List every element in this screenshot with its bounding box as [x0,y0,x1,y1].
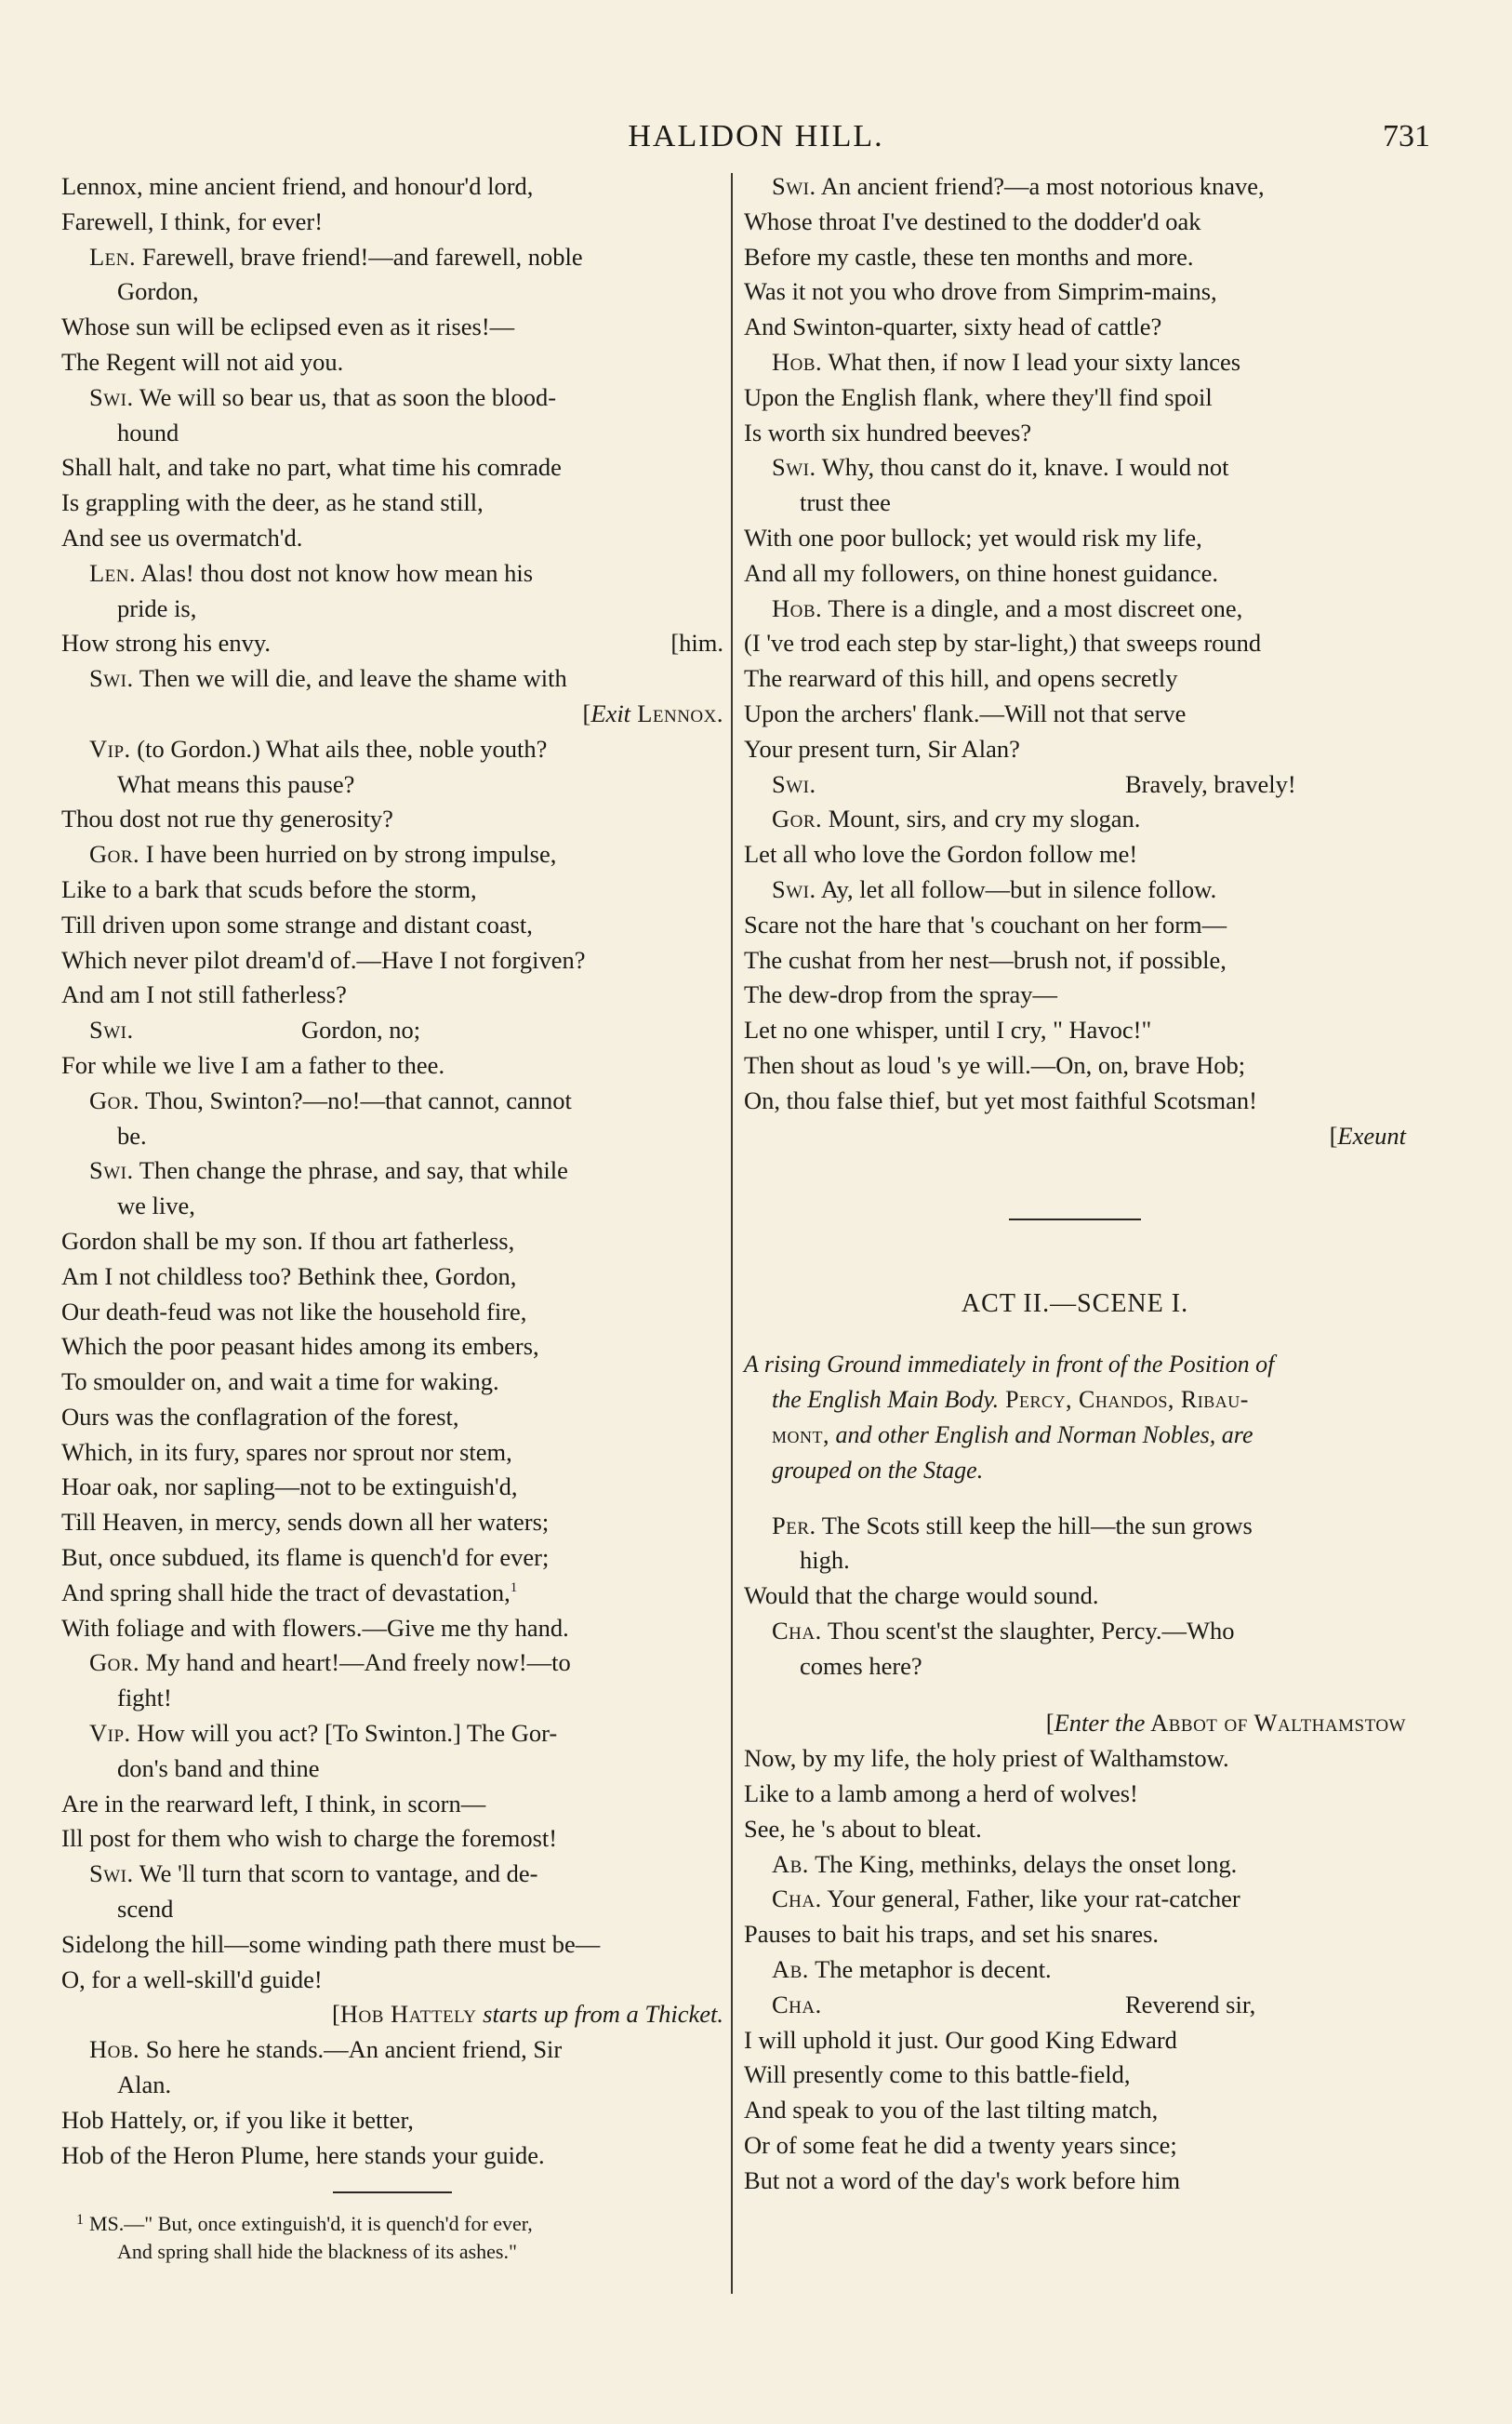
speaker-name: Gor. [89,1085,140,1114]
left-line [61,1892,723,1927]
character-name: Hob Hattely [339,2000,477,2029]
right-line [744,416,1406,451]
speaker-name: Gor. [89,1648,140,1677]
right2-line [744,2023,1406,2058]
verse-text: Is worth six hundred beeves? [744,418,1032,446]
verse-text: Like to a lamb among a herd of wolves! [744,1779,1138,1808]
left-line [61,802,723,837]
verse-text: I have been hurried on by strong impulse, [139,840,557,869]
left-line [61,1084,723,1119]
verse-text: And spring shall hide the tract of devastation, [61,1578,511,1606]
speaker-name: Ab. [772,1955,809,1984]
verse-text: My hand and heart!—And freely now!—to [139,1648,571,1677]
left-line [61,626,723,661]
left-line [61,1505,723,1540]
stage-direction-italic: the English Main Body. [772,1386,1000,1414]
verse-text: Is grappling with the deer, as he stand still, [61,488,484,517]
verse-text: fight! [117,1684,172,1712]
left-line [61,205,723,240]
speaker-name: Swi. [89,382,134,411]
footnote-line-1: MS.—" But, once extinguish'd, it is quench'd for ever, [89,2212,533,2236]
speaker-name: Cha. [772,1885,822,1913]
right-line [744,1119,1406,1154]
right-line [744,274,1406,310]
speaker-name: Swi. [89,664,134,693]
verse-text: Or of some feat he did a twenty years since; [744,2131,1177,2160]
verse-text: Now, by my life, the holy priest of Walthamstow. [744,1744,1229,1773]
verse-text: Let no one whisper, until I cry, " Havoc!" [744,1016,1152,1045]
speaker-name: Swi. [89,1016,134,1045]
verse-text: With one poor bullock; yet would risk my life, [744,523,1202,552]
left-line [61,1119,723,1154]
speaker-name: Swi. [772,172,816,200]
right-line [744,697,1406,732]
verse-text: And see us overmatch'd. [61,523,303,552]
verse-text: Will presently come to this battle-field, [744,2060,1131,2089]
verse-text: Farewell, I think, for ever! [61,206,324,235]
left-line [61,2068,723,2103]
verse-text: Alas! thou dost not know how mean his [136,558,534,587]
scene-direction-line [744,1418,1406,1453]
verse-text: And Swinton-quarter, sixty head of cattle? [744,313,1162,341]
left-line [61,2032,723,2068]
right2-line [744,1812,1406,1847]
verse-text: Then shout as loud 's ye will.—On, on, brave Hob; [744,1050,1246,1079]
verse-text: Hob Hattely, or, if you like it better, [61,2105,414,2134]
verse-text: Lennox, mine ancient friend, and honour'd lord, [61,172,534,200]
left-column-lines [61,169,723,2173]
speaker-name: Hob. [772,347,823,376]
speaker-name: Hob. [772,593,823,622]
right2-line [744,1988,1406,2023]
verse-text: pride is, [117,593,197,622]
verse-text: The rearward of this hill, and opens secretly [744,664,1178,693]
left-line [61,1365,723,1400]
left-line [61,661,723,697]
right-line [744,837,1406,872]
stage-direction-italic: Exit [590,699,631,727]
left-line [61,1857,723,1892]
verse-text: See, he 's about to bleat. [744,1814,982,1843]
speaker-name: Swi. [772,769,816,798]
right2-line [744,1706,1406,1741]
right2-line [744,1952,1406,1988]
verse-text: O, for a well-skill'd guide! [61,1965,323,1993]
running-head [0,119,1512,156]
verse-text: Upon the archers' flank.—Will not that serve [744,699,1187,727]
verse-text: Farewell, brave friend!—and farewell, noble [136,242,583,271]
left-line [61,872,723,908]
verse-text: Gordon, no; [301,1016,421,1045]
right-line [744,943,1406,979]
verse-text: Gordon shall be my son. If thou art fatherless, [61,1226,515,1255]
speaker-name: Len. [89,558,137,587]
right2-line [744,1847,1406,1883]
right-line [744,908,1406,943]
act-heading: ACT II.—SCENE I. [961,1289,1189,1319]
right-line [744,1084,1406,1119]
left-line [61,978,723,1013]
verse-text: Whose sun will be eclipsed even as it rises!— [61,313,515,341]
verse-text: The Scots still keep the hill—the sun grows [816,1511,1253,1539]
right-line [744,767,1406,803]
speaker-name: Cha. [772,1990,822,2018]
verse-text: Sidelong the hill—some winding path there must be— [61,1929,601,1958]
right2-line [744,1882,1406,1917]
verse-text: hound [117,418,179,446]
left-line [61,521,723,556]
verse-text: Am I not childless too? Bethink thee, Gordon, [61,1261,517,1290]
blank-gap [744,1684,1406,1706]
verse-text: Would that the charge would sound. [744,1581,1099,1610]
verse-text: Ours was the conflagration of the forest, [61,1402,459,1431]
left-line [61,169,723,205]
character-name: mont, [772,1420,829,1448]
left-line [61,1013,723,1048]
right2-line [744,1649,1406,1685]
verse-text: What means this pause? [117,769,355,798]
character-name: Percy, Chandos, Ribau- [999,1386,1249,1414]
left-line [61,1751,723,1787]
right2-line [744,1917,1406,1952]
right2-line [744,1509,1406,1544]
page-title: HALIDON HILL. [628,119,884,153]
right2-line [744,2058,1406,2093]
verse-text: Gordon, [117,277,199,306]
bracket: [ [1329,1121,1338,1150]
left-line [61,1997,723,2032]
right-line [744,802,1406,837]
verse-text: But not a word of the day's work before him [744,2165,1181,2194]
right2-line [744,1614,1406,1649]
right2-line [744,2164,1406,2199]
verse-text: How strong his envy. [61,629,271,658]
left-line [61,837,723,872]
verse-text: Our death-feud was not like the household fire, [61,1297,527,1325]
left-line [61,1435,723,1471]
verse-text: The dew-drop from the spray— [744,980,1058,1009]
right-line [744,240,1406,275]
left-column [61,169,723,2266]
speaker-name: Swi. [772,874,816,903]
left-line [61,1259,723,1295]
stage-direction-italic: grouped on the Stage. [772,1456,984,1484]
verse-text: For while we live I am a father to thee. [61,1050,445,1079]
right2-line [744,1741,1406,1777]
verse-text: scend [117,1895,174,1924]
verse-text: But, once subdued, its flame is quench'd for ever; [61,1543,550,1572]
verse-text: And am I not still fatherless? [61,980,347,1009]
right-line [744,205,1406,240]
verse-text: How will you act? [To Swinton.] The Gor- [130,1719,558,1748]
verse-text: Why, thou canst do it, knave. I would not [816,453,1229,482]
verse-text: Whose throat I've destined to the dodder'd oak [744,206,1201,235]
right-line [744,380,1406,416]
left-line [61,1400,723,1435]
speaker-name: Swi. [772,453,816,482]
footnote [61,2210,723,2266]
verse-text: Bravely, bravely! [1125,769,1296,798]
verse-text: Thou scent'st the slaughter, Percy.—Who [821,1616,1235,1645]
page-number: 731 [1383,119,1430,153]
verse-text: Like to a bark that scuds before the storm, [61,874,477,903]
speaker-name: Ab. [772,1849,809,1878]
left-line [61,345,723,380]
footnote-ref: 1 [510,1580,518,1596]
left-line [61,416,723,451]
verse-text: Pauses to bait his traps, and set his snares. [744,1920,1160,1949]
verse-text: Before my castle, these ten months and more. [744,242,1194,271]
verse-text: Which never pilot dream'd of.—Have I not forgiven? [61,945,586,974]
left-line [61,450,723,486]
verse-text: don's band and thine [117,1753,320,1782]
verse-text: Hoar oak, nor sapling—not to be extinguish'd, [61,1472,518,1501]
right-line [744,732,1406,767]
verse-text: Mount, sirs, and cry my slogan. [822,805,1141,833]
left-line [61,240,723,275]
left-line [61,1329,723,1365]
left-line [61,1470,723,1505]
left-line [61,908,723,943]
verse-text: Till driven upon some strange and distant coast, [61,910,533,939]
verse-text: The metaphor is decent. [808,1955,1052,1984]
right-line [744,1048,1406,1084]
verse-text: Hob of the Heron Plume, here stands your guide. [61,2140,545,2169]
verse-text: we live, [117,1192,195,1220]
left-line [61,1681,723,1716]
right-line [744,626,1406,661]
right-line [744,486,1406,521]
speaker-name: Swi. [89,1859,134,1888]
verse-text: trust thee [800,488,891,517]
speaker-name: Len. [89,242,137,271]
left-line [61,2103,723,2138]
verse-text: Scare not the hare that 's couchant on her form— [744,910,1227,939]
right-line [744,661,1406,697]
left-line [61,1576,723,1611]
right-line [744,1013,1406,1048]
verse-text: With foliage and with flowers.—Give me thy hand. [61,1613,569,1642]
left-line [61,1821,723,1857]
right-line [744,556,1406,592]
right-line [744,872,1406,908]
bracket: [ [332,2000,340,2029]
scene-direction-line [744,1347,1406,1382]
right-column-lines [744,169,1406,1153]
stage-direction-italic: starts up from a Thicket. [476,2000,723,2029]
bracket: [ [1045,1709,1054,1738]
footnote-marker: 1 [76,2212,84,2229]
character-name: Lennox. [630,699,723,727]
verse-text: An ancient friend?—a most notorious knave, [816,172,1265,200]
verse-text: Till Heaven, in mercy, sends down all her waters; [61,1508,550,1537]
verse-text: The Regent will not aid you. [61,347,344,376]
verse-text: On, thou false thief, but yet most faithful Scotsman! [744,1085,1257,1114]
left-line [61,556,723,592]
left-line [61,1927,723,1963]
verse-text: Your general, Father, like your rat-catcher [821,1885,1240,1913]
stage-direction: [him. [670,629,723,658]
character-name: Abbot of Walthamstow [1145,1709,1406,1738]
verse-text: I will uphold it just. Our good King Edward [744,2025,1177,2054]
speaker-name: Vip. [89,1719,131,1748]
right2-line [744,1578,1406,1614]
speaker-name: Per. [772,1511,816,1539]
left-line [61,1048,723,1084]
left-line [61,1611,723,1646]
verse-text: Let all who love the Gordon follow me! [744,840,1138,869]
verse-text: Reverend sir, [1125,1990,1256,2018]
speaker-name: Swi. [89,1156,134,1185]
right-column [744,169,1406,2199]
stage-direction-italic: Enter the [1054,1709,1146,1738]
verse-text: Are in the rearward left, I think, in scorn— [61,1789,486,1818]
verse-text: There is a dingle, and a most discreet one, [822,593,1243,622]
left-line [61,1153,723,1189]
left-line [61,943,723,979]
right-line [744,450,1406,486]
verse-text: Thou dost not rue thy generosity? [61,805,393,833]
left-line [61,767,723,803]
speaker-name: Gor. [89,840,140,869]
verse-text: be. [117,1121,147,1150]
left-line [61,274,723,310]
scene-direction [744,1347,1406,1487]
speaker-name: Cha. [772,1616,822,1645]
left-line [61,2138,723,2174]
left-line [61,1787,723,1822]
footnote-line-2: And spring shall hide the blackness of its ashes." [117,2240,517,2264]
right2-line [744,2128,1406,2164]
scene-direction-line [744,1382,1406,1418]
verse-text: comes here? [800,1651,922,1680]
verse-text: Thou, Swinton?—no!—that cannot, cannot [139,1085,572,1114]
verse-text: (I 've trod each step by star-light,) that sweeps round [744,629,1262,658]
verse-text: (to Gordon.) What ails thee, noble youth? [130,734,548,763]
right2-line [744,1543,1406,1578]
right2-line [744,1777,1406,1812]
speaker-name: Gor. [772,805,823,833]
verse-text: Your present turn, Sir Alan? [744,734,1020,763]
verse-text: Which, in its fury, spares nor sprout nor stem, [61,1437,512,1466]
verse-text: The cushat from her nest—brush not, if possible, [744,945,1227,974]
left-line [61,1645,723,1681]
right-line [744,345,1406,380]
stage-direction-italic: Exeunt [1337,1121,1406,1150]
left-line [61,1540,723,1576]
verse-text: Alan. [117,2071,172,2099]
right-line [744,169,1406,205]
right-line [744,521,1406,556]
verse-text: To smoulder on, and wait a time for waking. [61,1367,499,1396]
left-line [61,310,723,345]
scene-direction-line [744,1453,1406,1488]
speaker-name: Vip. [89,734,131,763]
verse-text: Was it not you who drove from Simprim-mains, [744,277,1217,306]
left-line [61,592,723,627]
column-divider [731,173,733,2294]
verse-text: We 'll turn that scorn to vantage, and de- [133,1859,538,1888]
left-line [61,380,723,416]
verse-text: And all my followers, on thine honest guidance. [744,558,1219,587]
verse-text: We will so bear us, that as soon the blood- [133,382,557,411]
verse-text: Ay, let all follow—but in silence follow. [816,874,1217,903]
right2-line [744,2093,1406,2128]
right-line [744,978,1406,1013]
verse-text: What then, if now I lead your sixty lances [822,347,1241,376]
left-line [61,1963,723,1998]
stage-direction-italic: A rising Ground immediately in front of the Position of [744,1351,1275,1378]
left-line [61,1295,723,1330]
right-line [744,592,1406,627]
left-line [61,1189,723,1224]
left-line [61,1716,723,1751]
verse-text: Then change the phrase, and say, that while [133,1156,568,1185]
speaker-name: Hob. [89,2035,140,2064]
left-line [61,732,723,767]
left-line [61,486,723,521]
verse-text: Which the poor peasant hides among its embers, [61,1332,539,1361]
stage-direction-italic: and other English and Norman Nobles, are [829,1420,1253,1448]
verse-text: Ill post for them who wish to charge the foremost! [61,1824,558,1853]
right-line [744,310,1406,345]
verse-text: And speak to you of the last tilting match, [744,2096,1159,2124]
left-line [61,697,723,732]
left-line [61,1224,723,1259]
verse-text: The King, methinks, delays the onset long. [808,1849,1238,1878]
verse-text: Shall halt, and take no part, what time his comrade [61,453,562,482]
verse-text: Then we will die, and leave the shame with [133,664,567,693]
verse-text: So here he stands.—An ancient friend, Sir [139,2035,563,2064]
verse-text: high. [800,1546,850,1575]
right-column-lines-2 [744,1509,1406,2199]
bracket: [ [582,699,591,727]
verse-text: Upon the English flank, where they'll find spoil [744,382,1213,411]
